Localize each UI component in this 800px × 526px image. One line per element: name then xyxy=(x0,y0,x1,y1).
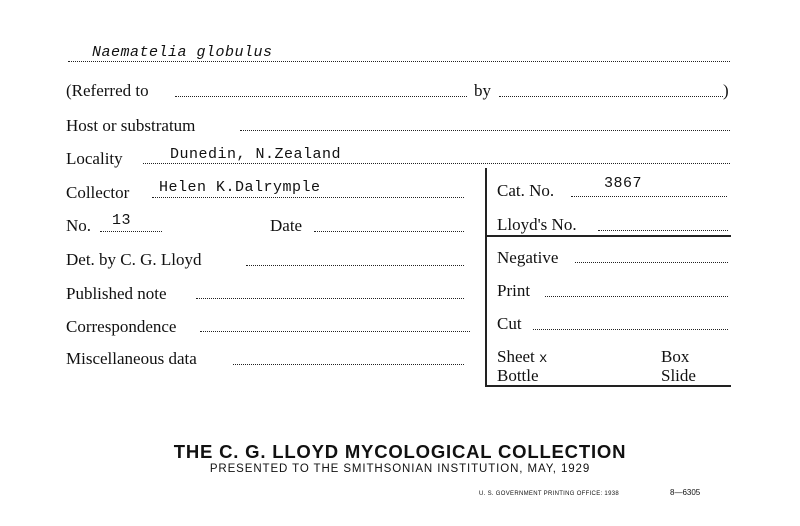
negative-label: Negative xyxy=(497,248,559,267)
cat-no-label: Cat. No. xyxy=(497,181,555,200)
slide-label: Slide xyxy=(661,366,696,385)
published-note-label: Published note xyxy=(66,284,167,303)
cat-no-value: 3867 xyxy=(604,175,643,192)
misc-line xyxy=(233,364,464,365)
referred-to-line xyxy=(175,96,467,97)
close-paren: ) xyxy=(723,81,729,100)
cut-line xyxy=(533,329,728,330)
collector-line xyxy=(152,197,464,198)
negative-line xyxy=(575,262,728,263)
no-label: No. xyxy=(66,216,92,235)
collector-value: Helen K.Dalrymple xyxy=(159,179,321,196)
no-line xyxy=(100,231,162,232)
correspondence-line xyxy=(200,331,470,332)
by-line xyxy=(499,96,723,97)
host-line xyxy=(240,130,730,131)
det-by-line xyxy=(246,265,464,266)
lloyds-no-label: Lloyd's No. xyxy=(497,215,577,234)
host-label: Host or substratum xyxy=(66,116,196,135)
correspondence-label: Correspondence xyxy=(66,317,177,336)
bottle-label: Bottle xyxy=(497,366,539,385)
print-line xyxy=(545,296,728,297)
box-left-rule xyxy=(485,168,487,386)
date-line xyxy=(314,231,464,232)
misc-label: Miscellaneous data xyxy=(66,349,197,368)
form-number: 8—6305 xyxy=(670,488,701,497)
sheet-mark: x xyxy=(539,351,548,367)
collection-subtitle: PRESENTED TO THE SMITHSONIAN INSTITUTION, MAY, 1929 xyxy=(209,463,591,475)
locality-value: Dunedin, N.Zealand xyxy=(170,146,342,163)
box-mid-rule xyxy=(485,235,731,237)
cut-label: Cut xyxy=(497,314,522,333)
det-by-label: Det. by C. G. Lloyd xyxy=(66,250,202,269)
cat-no-line xyxy=(571,196,727,197)
lloyds-no-line xyxy=(598,230,728,231)
print-label: Print xyxy=(497,281,531,300)
sheet-text: Sheet xyxy=(497,347,535,366)
referred-to-label: (Referred to xyxy=(66,81,149,100)
gpo-imprint: U. S. GOVERNMENT PRINTING OFFICE: 1938 xyxy=(479,491,619,497)
published-note-line xyxy=(196,298,464,299)
sheet-label xyxy=(497,347,548,368)
collection-title: THE C. G. LLOYD MYCOLOGICAL COLLECTION xyxy=(173,441,627,462)
date-label: Date xyxy=(270,216,303,235)
box-label: Box xyxy=(661,347,690,366)
species-name: Naematelia globulus xyxy=(92,44,273,61)
by-label: by xyxy=(474,81,491,100)
collector-label: Collector xyxy=(66,183,130,202)
no-value: 13 xyxy=(112,212,132,229)
locality-label: Locality xyxy=(66,149,123,168)
